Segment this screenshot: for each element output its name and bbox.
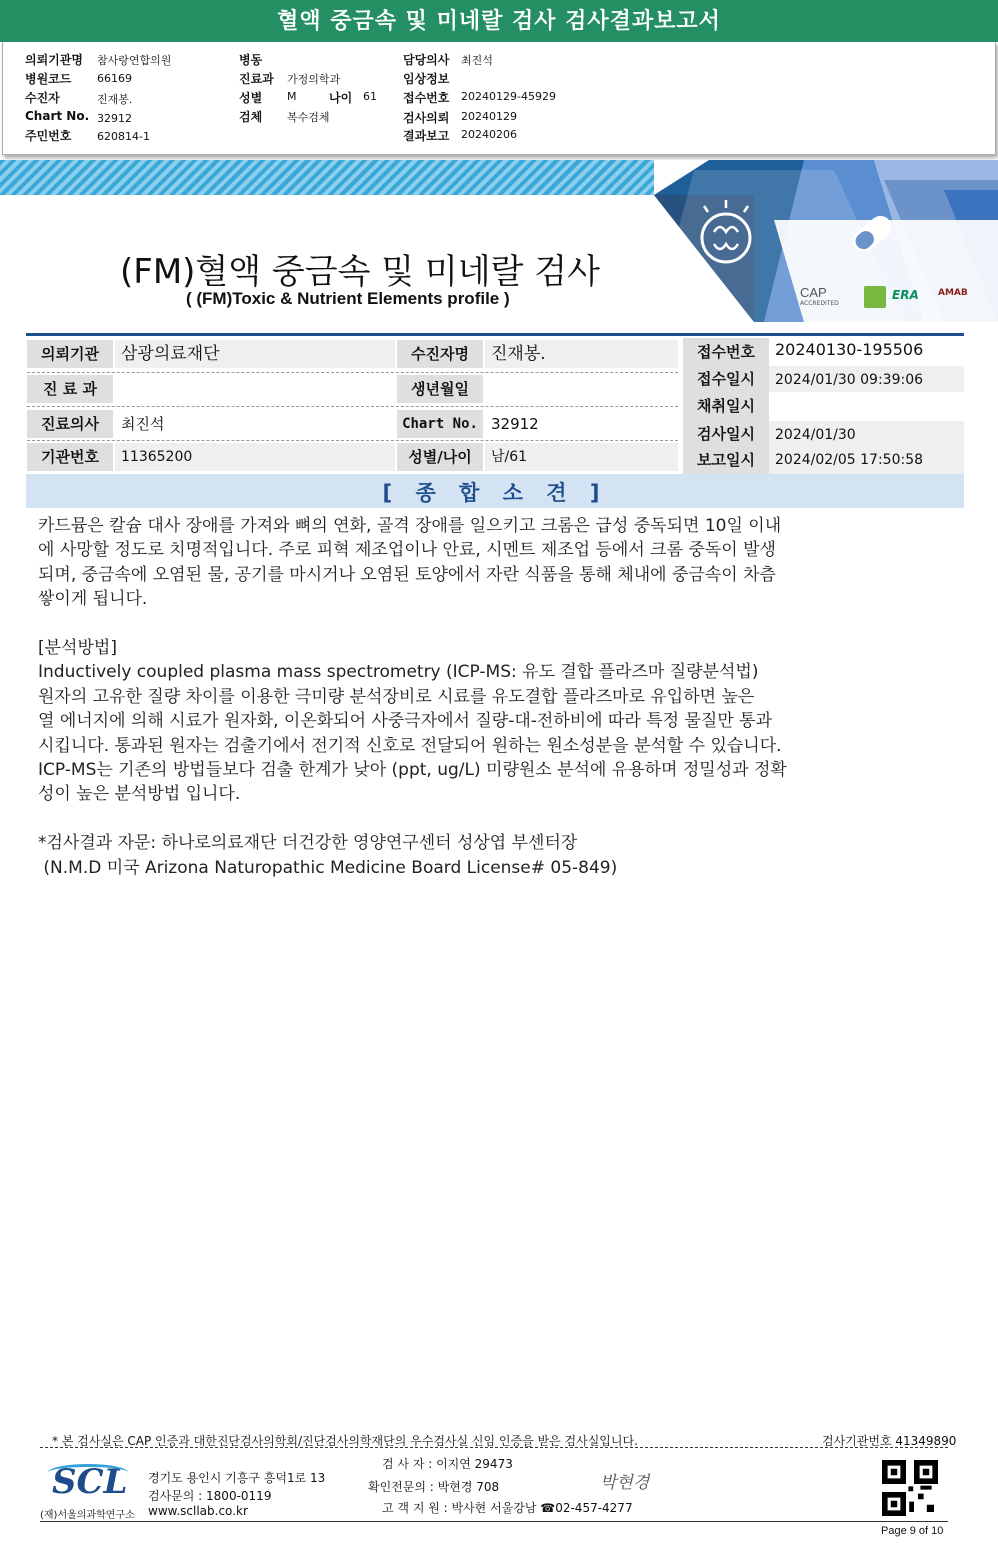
table-value: 최진석 bbox=[115, 410, 395, 438]
header-value: 66169 bbox=[97, 72, 132, 85]
header-value: 복수검체 bbox=[287, 111, 330, 124]
confirming-physician: 확인전문의 : 박현경 708 bbox=[368, 1480, 500, 1494]
body-line bbox=[38, 612, 898, 636]
table-value bbox=[769, 392, 964, 420]
header-label: 성별 bbox=[239, 91, 263, 105]
header-value: 가정의학과 bbox=[287, 73, 341, 86]
row-divider bbox=[27, 406, 678, 407]
body-line: 성이 높은 분석방법 입니다. bbox=[38, 784, 241, 805]
header-label: 결과보고 bbox=[403, 129, 450, 143]
table-label: 성별/나이 bbox=[397, 443, 483, 471]
row-divider bbox=[27, 372, 678, 373]
header-value: 최진석 bbox=[461, 54, 493, 67]
table-label: Chart No. bbox=[397, 410, 483, 438]
institute-name: (재)서울의과학연구소 bbox=[40, 1510, 135, 1521]
lab-code: 검사기관번호 41349890 bbox=[822, 1434, 957, 1448]
body-line bbox=[38, 807, 898, 831]
table-value: 2024/02/05 17:50:58 bbox=[769, 446, 964, 474]
table-value bbox=[115, 375, 395, 403]
header-value: 참사랑연합의원 bbox=[97, 54, 172, 67]
table-value: 남/61 bbox=[485, 443, 678, 471]
row-divider bbox=[27, 440, 678, 441]
website-link[interactable]: www.scllab.co.kr bbox=[148, 1504, 248, 1518]
summary-heading: [ 종 합 소 견 ] bbox=[26, 474, 964, 508]
header-label: 의뢰기관명 bbox=[25, 53, 83, 67]
address: 경기도 용인시 기흥구 흥덕1로 13 bbox=[148, 1471, 326, 1485]
header-label: 수진자 bbox=[25, 91, 60, 105]
decorative-stripe bbox=[0, 160, 660, 195]
body-line: [분석방법] bbox=[38, 638, 117, 659]
table-value: 진재봉. bbox=[485, 340, 678, 368]
table-value: 삼광의료재단 bbox=[115, 340, 395, 368]
header-value: 61 bbox=[363, 90, 377, 103]
table-label: 수진자명 bbox=[397, 340, 483, 368]
footer-divider bbox=[40, 1447, 948, 1448]
table-label: 채취일시 bbox=[683, 392, 769, 420]
table-label: 생년월일 bbox=[397, 375, 483, 403]
header-value: 620814-1 bbox=[97, 130, 150, 143]
header-label: 임상정보 bbox=[403, 72, 450, 86]
body-line: (N.M.D 미국 Arizona Naturopathic Medicine Board License# 05-849) bbox=[38, 857, 618, 878]
body-line: 되며, 중금속에 오염된 물, 공기를 마시거나 오염된 토양에서 자란 식품을 통해 체내에 중금속이 차츰 bbox=[38, 564, 776, 585]
cap-logo-sub: ACCREDITED bbox=[800, 300, 839, 307]
body-line: 쌓이게 됩니다. bbox=[38, 589, 148, 610]
table-label: 의뢰기관 bbox=[27, 340, 113, 368]
header-label: 주민번호 bbox=[25, 129, 72, 143]
table-label: 기관번호 bbox=[27, 443, 113, 471]
header-label: Chart No. bbox=[25, 109, 90, 123]
page-number: Page 9 of 10 bbox=[881, 1525, 944, 1537]
body-line: 열 에너지에 의해 시료가 원자화, 이온화되어 사중극자에서 질량-대-전하비에 따라 특정 물질만 통과 bbox=[38, 711, 772, 732]
header-label: 병원코드 bbox=[25, 72, 72, 86]
scl-logo-arc bbox=[48, 1464, 128, 1481]
table-value: 32912 bbox=[485, 410, 678, 438]
qr-code-icon bbox=[882, 1460, 938, 1516]
body-line: 카드뮴은 칼슘 대사 장애를 가져와 뼈의 연화, 골격 장애를 일으키고 크롬은 급성 중독되면 10일 이내 bbox=[38, 516, 782, 536]
table-label: 진 료 과 bbox=[27, 375, 113, 403]
signature: 박현경 bbox=[600, 1473, 650, 1493]
inquiry-phone: 검사문의 : 1800-0119 bbox=[148, 1489, 272, 1503]
footer-bottom-line bbox=[40, 1521, 948, 1522]
body-line: 에 사망할 정도로 치명적입니다. 주로 피혁 제조업이나 안료, 시멘트 제조업 등에서 크롬 중독이 발생 bbox=[38, 540, 776, 561]
header-label: 진료과 bbox=[239, 72, 274, 86]
header-value: 20240129-45929 bbox=[461, 90, 556, 103]
header-label: 담당의사 bbox=[403, 53, 450, 67]
page-subtitle: ( (FM)Toxic & Nutrient Elements profile ) bbox=[186, 289, 510, 308]
header-label: 검체 bbox=[239, 110, 263, 124]
body-line: *검사결과 자문: 하나로의료재단 더건강한 영양연구센터 성상엽 부센터장 bbox=[38, 833, 578, 854]
header-label: 접수번호 bbox=[403, 91, 450, 105]
table-label: 보고일시 bbox=[683, 446, 769, 474]
table-label: 검사일시 bbox=[683, 420, 769, 448]
header-label: 병동 bbox=[239, 53, 263, 67]
table-label: 접수번호 bbox=[683, 338, 769, 366]
footer-note: * 본 검사실은 CAP 인증과 대한진단검사의학회/진단검사의학재단의 우수검사실 신임 인증을 받은 검사실입니다. bbox=[52, 1434, 638, 1448]
table-value: 11365200 bbox=[115, 443, 395, 471]
body-line: Inductively coupled plasma mass spectrometry (ICP-MS: 유도 결합 플라즈마 질량분석법) bbox=[38, 662, 759, 683]
table-label: 접수일시 bbox=[683, 365, 769, 393]
body-line: 시킵니다. 통과된 원자는 검출기에서 전기적 신호로 전달되어 원하는 원소성분을 분석할 수 있습니다. bbox=[38, 735, 782, 756]
header-value: 20240206 bbox=[461, 128, 517, 141]
header-value: 20240129 bbox=[461, 110, 517, 123]
header-value: 진재봉. bbox=[97, 93, 133, 106]
customer-support: 고 객 지 원 : 박사현 서울강남 ☎02-457-4277 bbox=[382, 1501, 633, 1515]
era-logo: ERA bbox=[892, 288, 919, 302]
header-label: 검사의뢰 bbox=[403, 111, 450, 125]
lm-logo bbox=[864, 286, 886, 308]
header-label: 나이 bbox=[329, 91, 353, 105]
tester: 검 사 자 : 이지연 29473 bbox=[382, 1457, 513, 1471]
table-value: 2024/01/30 09:39:06 bbox=[769, 366, 964, 394]
report-banner: 혈액 중금속 및 미네랄 검사 검사결과보고서 bbox=[0, 0, 998, 42]
body-line: ICP-MS는 기존의 방법들보다 검출 한계가 낮아 (ppt, ug/L) 미량원소 분석에 유용하며 정밀성과 정확 bbox=[38, 760, 787, 781]
table-label: 진료의사 bbox=[27, 410, 113, 438]
page-title: (FM)혈액 중금속 및 미네랄 검사 bbox=[120, 252, 600, 292]
header-info-box bbox=[2, 42, 996, 155]
table-value: 2024/01/30 bbox=[769, 421, 964, 449]
table-value bbox=[485, 375, 678, 403]
header-value: 32912 bbox=[97, 112, 132, 125]
header-value: M bbox=[287, 90, 297, 103]
amab-logo: AMAB bbox=[938, 288, 968, 298]
body-line: 원자의 고유한 질량 차이를 이용한 극미량 분석장비로 시료를 유도결합 플라즈마로 유입하면 높은 bbox=[38, 686, 755, 707]
summary-body bbox=[38, 514, 898, 880]
cap-logo: CAP bbox=[800, 285, 827, 300]
table-value: 20240130-195506 bbox=[769, 336, 964, 364]
scl-logo: SCL bbox=[52, 1462, 128, 1502]
